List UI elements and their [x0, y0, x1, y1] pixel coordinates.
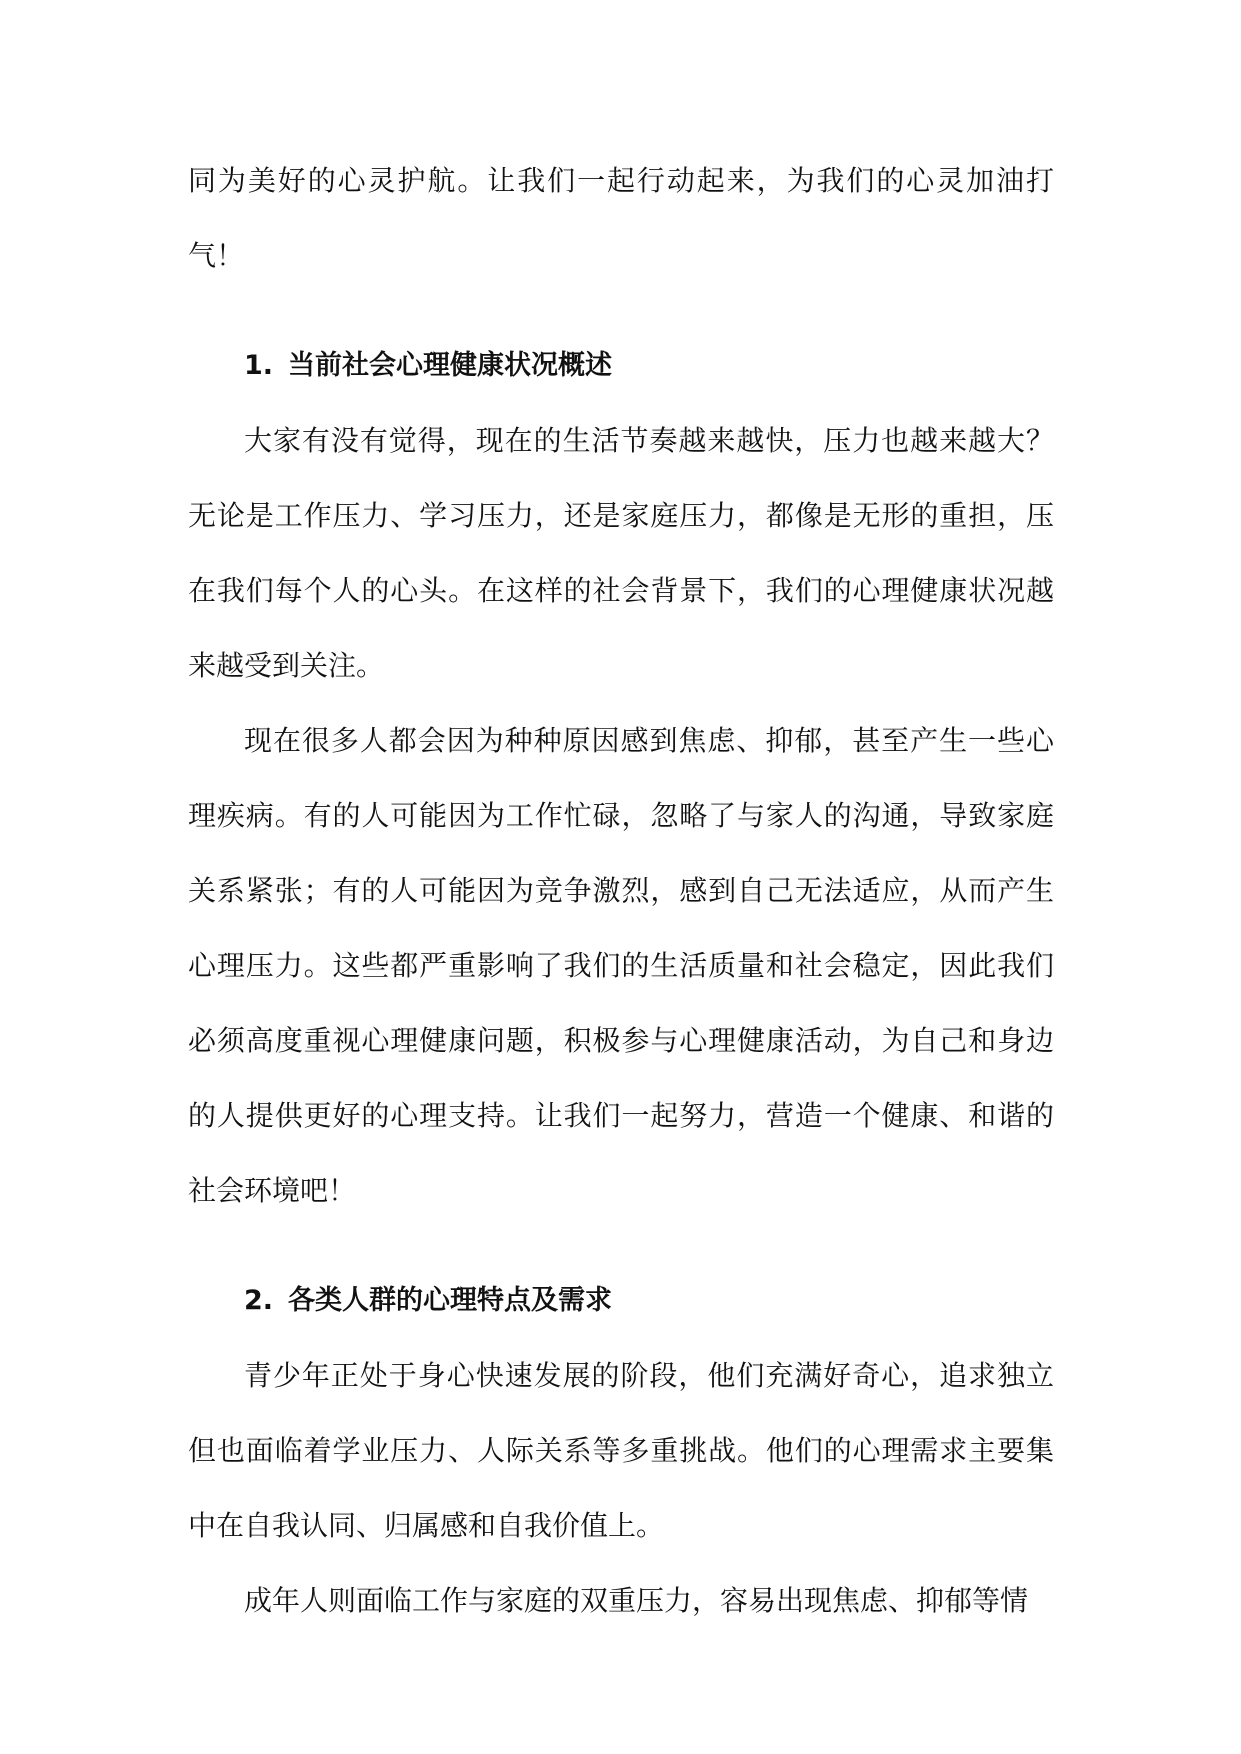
section-number: 1. — [244, 350, 274, 381]
section-heading-2 — [188, 1263, 1054, 1338]
opening-paragraph: 同为美好的心灵护航。让我们一起行动起来，为我们的心灵加油打气！ — [188, 164, 1054, 272]
document-body — [188, 143, 1054, 1638]
section-heading-1 — [188, 328, 1054, 403]
section-title: 各类人群的心理特点及需求 — [288, 1285, 612, 1316]
body-paragraph: 成年人则面临工作与家庭的双重压力，容易出现焦虑、抑郁等情 — [244, 1584, 1029, 1617]
section-title: 当前社会心理健康状况概述 — [288, 350, 612, 381]
section-number: 2. — [244, 1285, 274, 1316]
body-paragraph: 现在很多人都会因为种种原因感到焦虑、抑郁，甚至产生一些心理疾病。有的人可能因为工作忙碌，忽略了与家人的沟通，导致家庭关系紧张；有的人可能因为竞争激烈，感到自己无法适应，从而产生心理压力。这些都严重影响了我们的生活质量和社会稳定，因此我们必须高度重视心理健康问题，积极参与心理健康活动，为自己和身边的人提供更好的心理支持。让我们一起努力，营造一个健康、和谐的社会环境吧！ — [188, 724, 1054, 1207]
body-paragraph: 青少年正处于身心快速发展的阶段，他们充满好奇心，追求独立但也面临着学业压力、人际关系等多重挑战。他们的心理需求主要集中在自我认同、归属感和自我价值上。 — [188, 1359, 1054, 1542]
body-paragraph: 大家有没有觉得，现在的生活节奏越来越快，压力也越来越大？无论是工作压力、学习压力，还是家庭压力，都像是无形的重担，压在我们每个人的心头。在这样的社会背景下，我们的心理健康状况越来越受到关注。 — [188, 424, 1054, 682]
